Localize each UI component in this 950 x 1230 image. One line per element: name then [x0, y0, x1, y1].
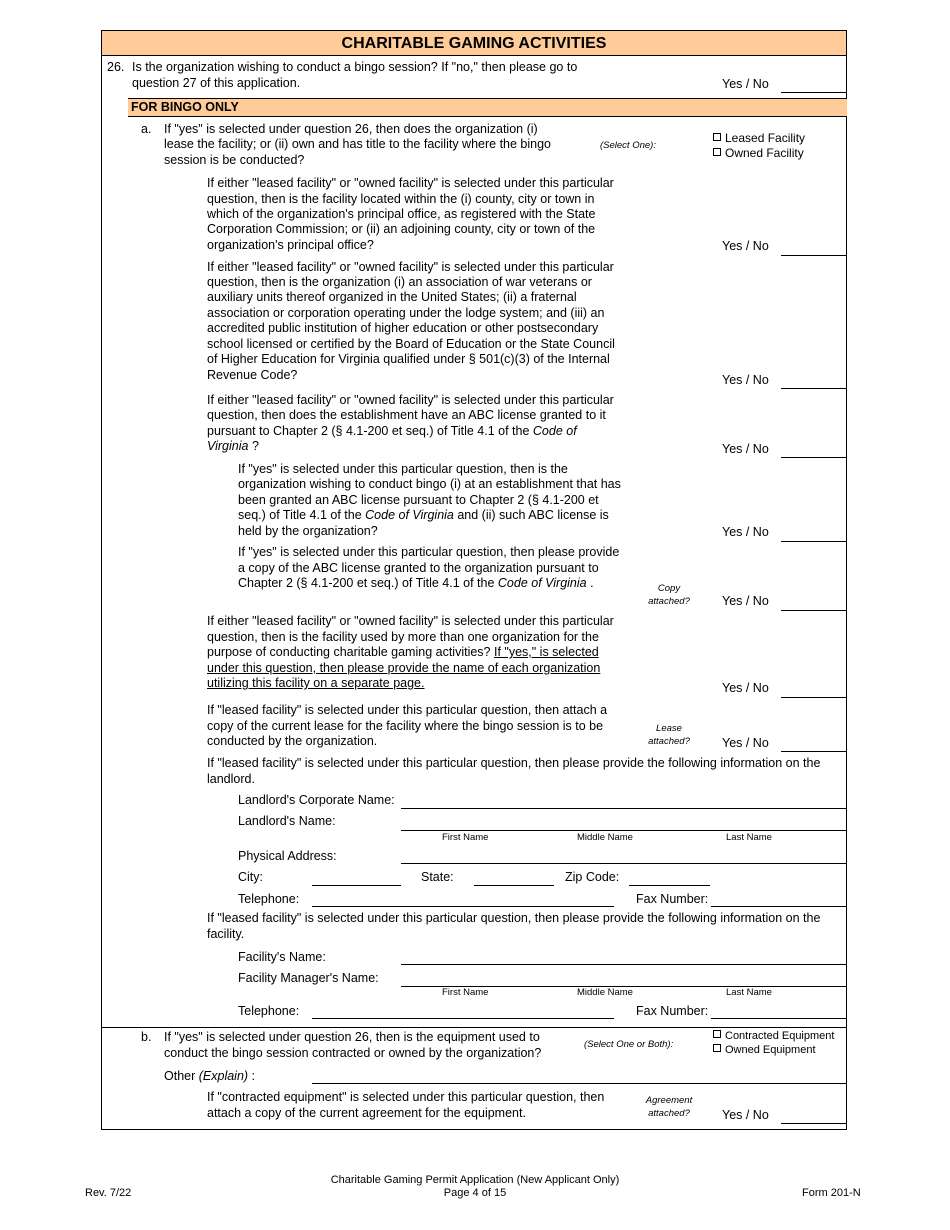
bingo-header: FOR BINGO ONLY [128, 98, 847, 117]
a-line: session is be conducted? [164, 153, 305, 167]
q26-answer-field[interactable] [781, 92, 847, 93]
p2-line: accredited public institution of higher education or other postsecondary [207, 321, 599, 335]
facility-fax-label: Fax Number: [636, 1004, 709, 1018]
facility-telephone-label: Telephone: [238, 1004, 300, 1018]
b-select-hint: (Select One or Both): [584, 1039, 674, 1050]
middle-name-caption: Middle Name [577, 832, 633, 843]
q26-number: 26. [107, 60, 125, 74]
p1-line: organization's principal office? [207, 238, 374, 252]
b-p1-hint: Agreement attached? [645, 1095, 693, 1119]
p3-line: pursuant to Chapter 2 (§ 4.1-200 et seq.) of Title 4.1 of the Code of [207, 424, 577, 438]
p4-line: been granted an ABC license pursuant to Chapter 2 (§ 4.1-200 et [238, 493, 599, 507]
landlord-fax-field[interactable] [711, 906, 847, 907]
p3-line: Virginia ? [207, 439, 259, 453]
q26-line1: Is the organization wishing to conduct a bingo session? If "no," then please go to [132, 60, 578, 74]
q26-answer-label: Yes / No [722, 77, 769, 91]
revision-label: Rev. 7/22 [85, 1187, 132, 1199]
p2-line: Revenue Code? [207, 368, 298, 382]
b-line: If "yes" is selected under question 26, then is the equipment used to [164, 1030, 540, 1044]
p1-answer-field[interactable] [781, 255, 847, 256]
q26-line2: question 27 of this application. [132, 76, 301, 90]
p1-line: If either "leased facility" or "owned facility" is selected under this particular [207, 176, 614, 190]
b-letter: b. [141, 1030, 152, 1044]
p6-line: utilizing this facility on a separate page. [207, 676, 425, 690]
p7-answer-label: Yes / No [722, 736, 769, 750]
p1-line: Corporation Commission; or (ii) an adjoining county, city or town of the [207, 222, 596, 236]
p3-answer-field[interactable] [781, 457, 847, 458]
middle-name-caption: Middle Name [577, 987, 633, 998]
checkbox-icon[interactable] [713, 133, 721, 141]
city-label: City: [238, 870, 263, 884]
p2-answer-field[interactable] [781, 388, 847, 389]
last-name-caption: Last Name [726, 832, 772, 843]
p7-answer-field[interactable] [781, 751, 847, 752]
p5-line: If "yes" is selected under this particular question, then please provide [238, 545, 620, 559]
facility-intro: If "leased facility" is selected under this particular question, then please provide the following information on the [207, 911, 821, 925]
owned-equipment-option[interactable]: Owned Equipment [713, 1043, 816, 1058]
section-title: CHARITABLE GAMING ACTIVITIES [101, 30, 847, 56]
zip-field[interactable] [629, 885, 710, 886]
landlord-telephone-field[interactable] [312, 906, 614, 907]
physical-address-label: Physical Address: [238, 849, 337, 863]
p4-answer-label: Yes / No [722, 525, 769, 539]
state-label: State: [421, 870, 454, 884]
p7-line: copy of the current lease for the facility where the bingo session is to be [207, 719, 604, 733]
landlord-fax-label: Fax Number: [636, 892, 709, 906]
p3-answer-label: Yes / No [722, 442, 769, 456]
p5-hint: Copy attached? [648, 583, 690, 607]
p5-line: Chapter 2 (§ 4.1-200 et seq.) of Title 4.1 of the Code of Virginia . [238, 576, 594, 590]
facility-fax-field[interactable] [711, 1018, 847, 1019]
p6-line: If either "leased facility" or "owned facility" is selected under this particular [207, 614, 614, 628]
p6-line: question, then is the facility used by more than one organization for the [207, 630, 599, 644]
a-select-hint: (Select One): [600, 140, 656, 151]
a-line: lease the facility; or (ii) own and has title to the facility where the bingo [164, 137, 552, 151]
a-letter: a. [141, 122, 152, 136]
p4-answer-field[interactable] [781, 541, 847, 542]
facility-name-label: Facility's Name: [238, 950, 326, 964]
landlord-name-field[interactable] [401, 830, 847, 831]
facility-manager-label: Facility Manager's Name: [238, 971, 379, 985]
p4-line: If "yes" is selected under this particular question, then is the [238, 462, 568, 476]
p7-line: If "leased facility" is selected under this particular question, then attach a [207, 703, 608, 717]
last-name-caption: Last Name [726, 987, 772, 998]
facility-intro: facility. [207, 927, 245, 941]
b-p1-answer-label: Yes / No [722, 1108, 769, 1122]
p1-answer-label: Yes / No [722, 239, 769, 253]
checkbox-icon[interactable] [713, 1044, 721, 1052]
checkbox-icon[interactable] [713, 1030, 721, 1038]
p4-line: organization wishing to conduct bingo (i) at an establishment that has [238, 477, 621, 491]
a-line: If "yes" is selected under question 26, then does the organization (i) [164, 122, 538, 136]
p4-line: seq.) of Title 4.1 of the Code of Virginia and (ii) such ABC license is [238, 508, 609, 522]
other-explain-field[interactable] [312, 1083, 847, 1084]
p2-line: of Higher Education for Virginia qualified under § 501(c)(3) of the Internal [207, 352, 610, 366]
b-p1-line: If "contracted equipment" is selected under this particular question, then [207, 1090, 605, 1104]
p7-line: conducted by the organization. [207, 734, 378, 748]
landlord-corp-name-label: Landlord's Corporate Name: [238, 793, 395, 807]
b-p1-line: attach a copy of the current agreement for the equipment. [207, 1106, 526, 1120]
footer-title: Charitable Gaming Permit Application (New Applicant Only) [330, 1174, 620, 1186]
b-p1-answer-field[interactable] [781, 1123, 847, 1124]
facility-name-field[interactable] [401, 964, 847, 965]
form-number: Form 201-N [802, 1187, 861, 1199]
contracted-equipment-option[interactable]: Contracted Equipment [713, 1029, 834, 1044]
p5-answer-label: Yes / No [722, 594, 769, 608]
p6-line: under this question, then please provide the name of each organization [207, 661, 601, 675]
other-label: Other (Explain) : [164, 1069, 256, 1083]
landlord-name-label: Landlord's Name: [238, 814, 336, 828]
checkbox-icon[interactable] [713, 148, 721, 156]
landlord-intro: landlord. [207, 772, 255, 786]
p2-line: association or corporation operating under the lodge system; and (iii) an [207, 306, 605, 320]
leased-facility-option[interactable]: Leased Facility [713, 131, 805, 146]
p6-line: purpose of conducting charitable gaming activities? If "yes," is selected [207, 645, 599, 659]
b-line: conduct the bingo session contracted or owned by the organization? [164, 1046, 542, 1060]
p5-line: a copy of the ABC license granted to the organization pursuant to [238, 561, 599, 575]
first-name-caption: First Name [442, 987, 489, 998]
p3-line: question, then does the establishment have an ABC license granted to it [207, 408, 606, 422]
facility-telephone-field[interactable] [312, 1018, 614, 1019]
p3-line: If either "leased facility" or "owned facility" is selected under this particular [207, 393, 614, 407]
p1-line: question, then is the facility located within the (i) county, city or town in [207, 192, 595, 206]
landlord-intro: If "leased facility" is selected under this particular question, then please provide the following information on the [207, 756, 821, 770]
physical-address-field[interactable] [401, 863, 847, 864]
p4-line: held by the organization? [238, 524, 378, 538]
landlord-telephone-label: Telephone: [238, 892, 300, 906]
zip-label: Zip Code: [565, 870, 620, 884]
city-field[interactable] [312, 885, 401, 886]
p2-line: If either "leased facility" or "owned facility" is selected under this particular [207, 260, 614, 274]
p2-line: school licensed or certified by the Board of Education or the State Council [207, 337, 615, 351]
page-number: Page 4 of 15 [443, 1187, 507, 1199]
p6-answer-field[interactable] [781, 697, 847, 698]
p7-hint: Lease attached? [648, 723, 690, 747]
p5-answer-field[interactable] [781, 610, 847, 611]
first-name-caption: First Name [442, 832, 489, 843]
owned-facility-option[interactable]: Owned Facility [713, 146, 804, 161]
p2-line: question, then is the organization (i) an association of war veterans or [207, 275, 592, 289]
landlord-corp-name-field[interactable] [401, 808, 847, 809]
section-divider [101, 1027, 847, 1028]
p2-line: auxiliary units thereof organized in the United States; (ii) a fraternal [207, 290, 577, 304]
p1-line: which of the organization's principal office, as registered with the State [207, 207, 596, 221]
p6-answer-label: Yes / No [722, 681, 769, 695]
p2-answer-label: Yes / No [722, 373, 769, 387]
state-field[interactable] [474, 885, 554, 886]
